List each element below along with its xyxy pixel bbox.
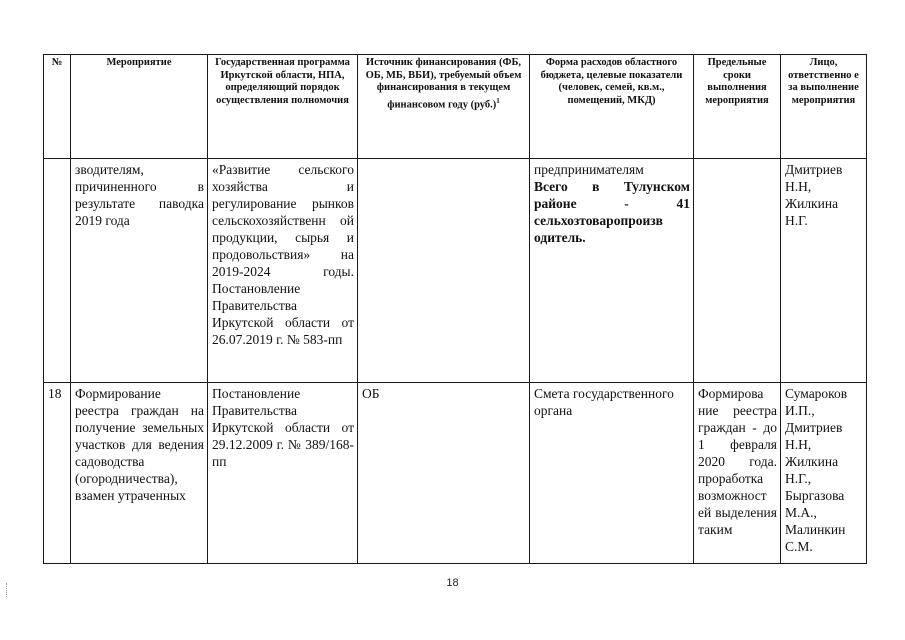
row-expense-form-text: предпринимателям (534, 162, 644, 177)
row-number: 18 (44, 383, 71, 564)
row-expense-form-total: Всего в Тулунском районе - 41 сельхозтоваропроизв одитель. (534, 179, 690, 245)
header-funding-source (358, 55, 530, 159)
header-expense-form: Формa расходов областного бюджета, целевые показатели (человек, семей, кв.м., помещений, МКД) (530, 55, 694, 159)
row-event-text: Формирование реестра граждан на получение земельных участков для ведения садоводства (огородничества), взамен утраченных (75, 386, 204, 503)
row-responsible-person-text: Дмитриев Н.Н, Жилкина Н.Г. (785, 162, 843, 228)
row-event (71, 383, 208, 564)
scan-margin-mark (6, 583, 8, 597)
row-program-text: Постановление Правительства Иркутской области от 29.12.2009 г. № 389/168-пп (212, 386, 354, 469)
row-event-text: зводителям, причиненного в результате паводка 2019 года (75, 162, 204, 228)
row-program (208, 159, 358, 383)
header-deadline: Предельные сроки выполнения мероприятия (694, 55, 781, 159)
row-program (208, 383, 358, 564)
row-program-text: «Развитие сельского хозяйства и регулирование рынков сельскохозяйственн ой продукции, сырья и продовольствия» на 2019-2024 годы. Постановление Правительства Иркутской области от 26.07.2019 г. № 583-пп (212, 162, 354, 347)
row-event (71, 159, 208, 383)
header-program: Государственная программа Иркутской области, НПА, определяющий порядок осуществления полномочия (208, 55, 358, 159)
measures-table (43, 54, 867, 564)
table-row (44, 383, 867, 564)
row-funding-source (358, 159, 530, 383)
header-event: Мероприятие (71, 55, 208, 159)
row-expense-form-text: Смета государственного органа (534, 386, 674, 418)
row-expense-form (530, 159, 694, 383)
page-number: 18 (446, 577, 459, 589)
table-row (44, 159, 867, 383)
row-deadline (694, 383, 781, 564)
header-funding-source-text: Источник финансирования (ФБ, ОБ, МБ, ВБИ), требуемый объем финансирования в текущем финансовом году (руб.) (365, 57, 522, 111)
header-number: № (44, 55, 71, 159)
row-deadline (694, 159, 781, 383)
row-deadline-text: Формирова ние реестра граждан - до 1 февраля 2020 года. проработка возможност ей выделения таким (698, 386, 777, 537)
row-funding-source: ОБ (358, 383, 530, 564)
row-responsible-person-text: Сумароков И.П., Дмитриев Н.Н, Жилкина Н.Г., Быргазова М.А., Малинкин С.М. (785, 386, 848, 554)
row-responsible-person (781, 159, 867, 383)
header-funding-footnote: 1 (496, 96, 500, 105)
header-responsible-person: Лицо, ответственно е за выполнение мероприятия (781, 55, 867, 159)
table-header-row (44, 55, 867, 159)
row-expense-form (530, 383, 694, 564)
row-number (44, 159, 71, 383)
row-responsible-person (781, 383, 867, 564)
